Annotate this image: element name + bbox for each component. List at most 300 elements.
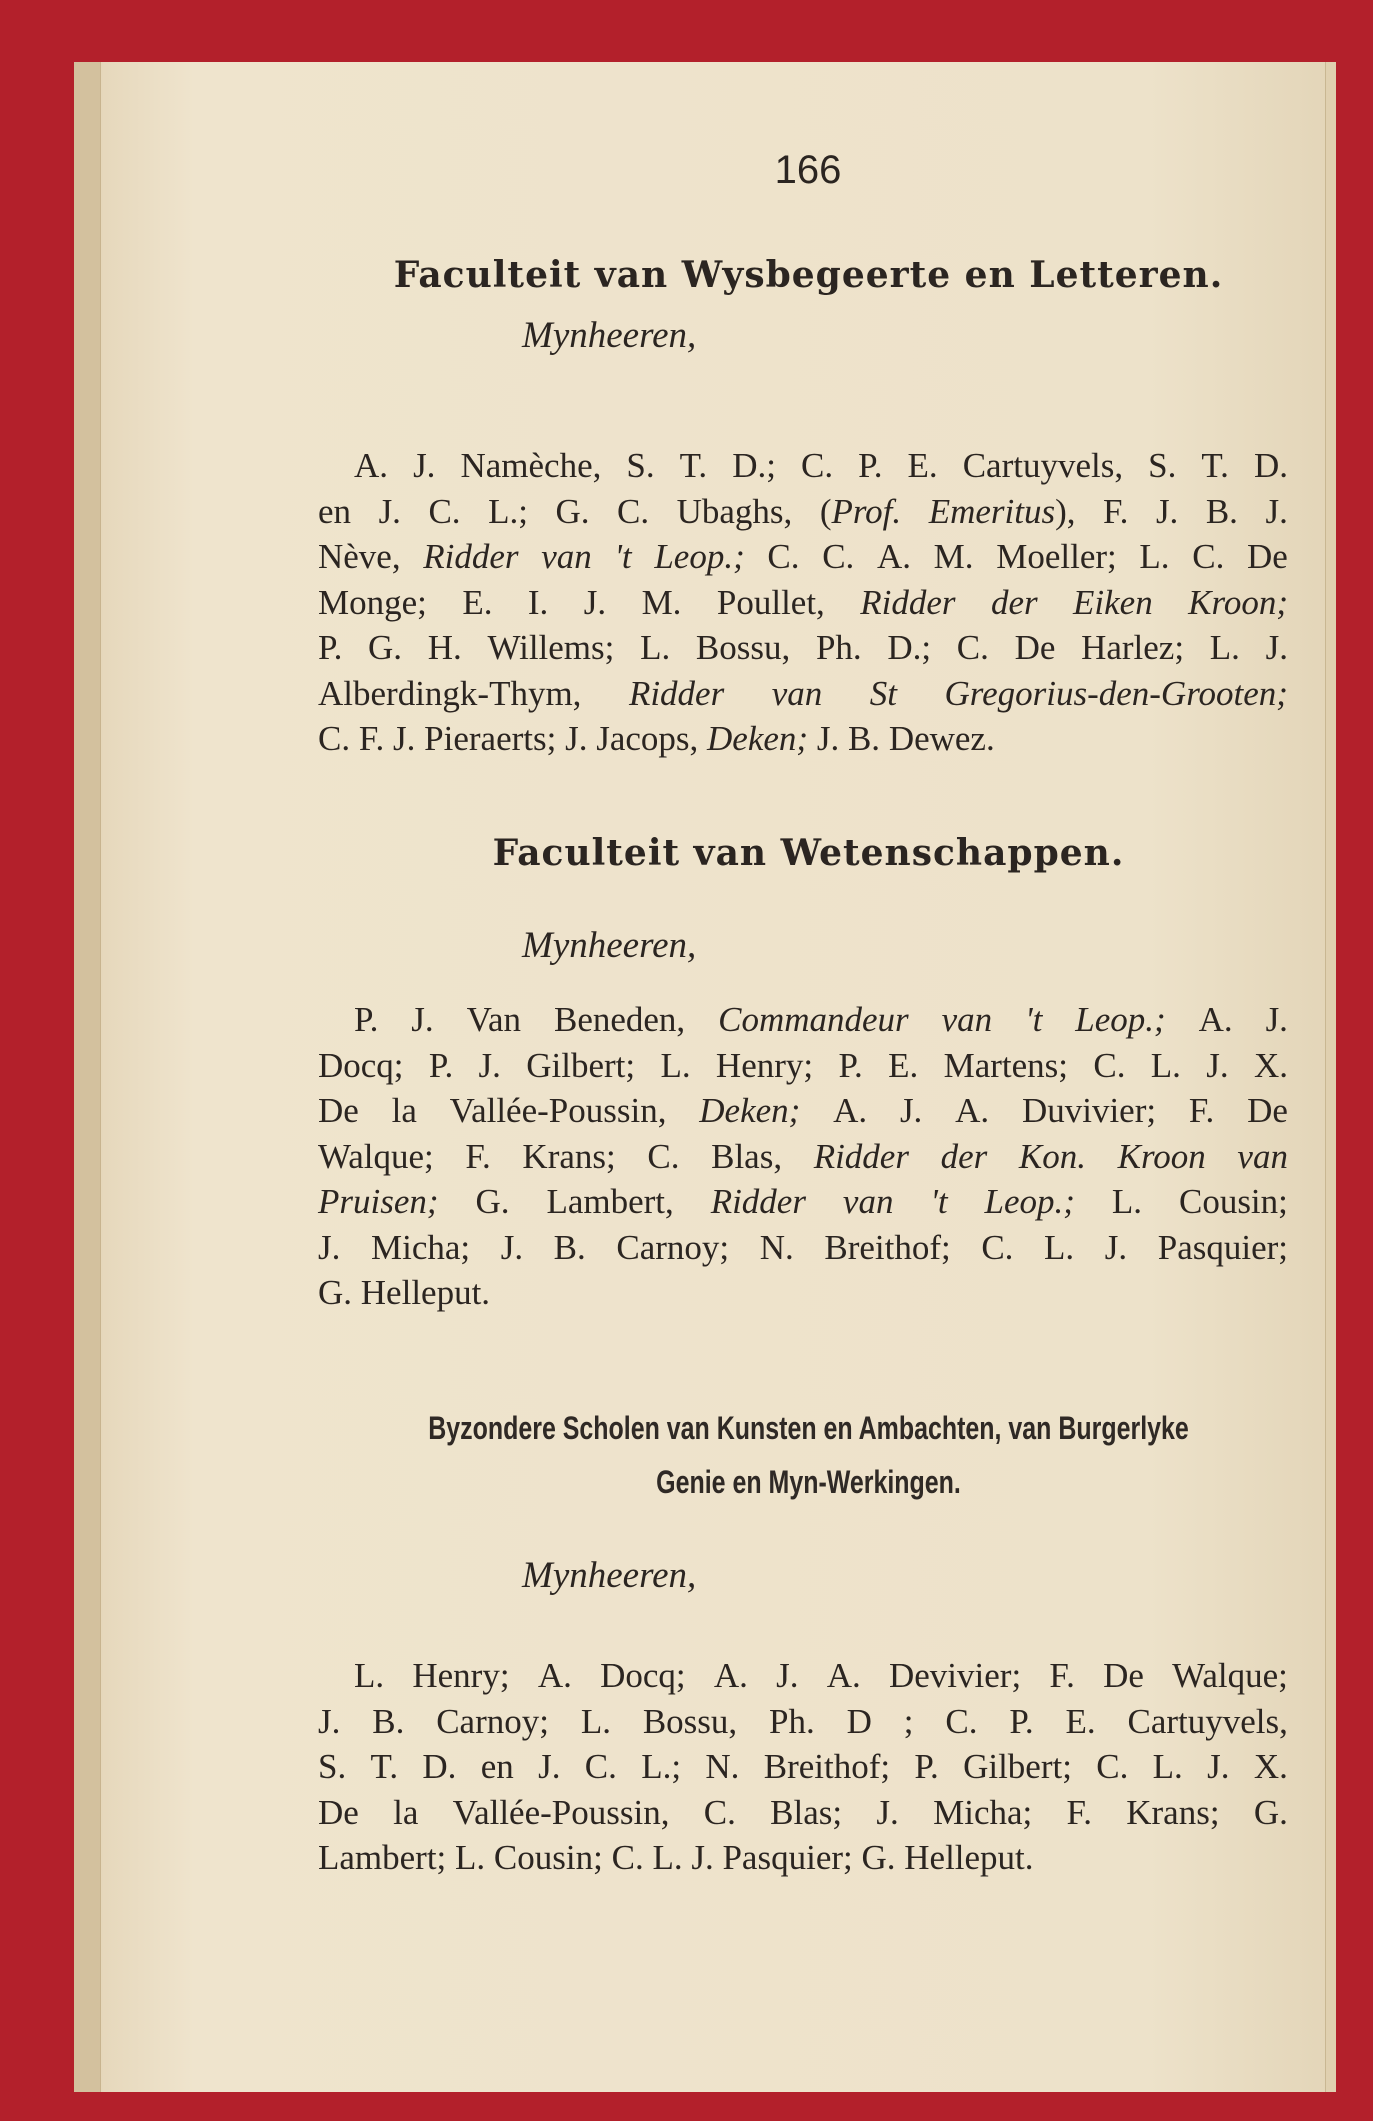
word <box>776 1656 798 1700</box>
italic-text: Eiken <box>1073 582 1153 622</box>
text: Devivier; <box>889 1656 1022 1695</box>
text: Alberdingk-Thym, <box>318 673 582 713</box>
word <box>827 1656 861 1700</box>
word <box>707 719 817 763</box>
text: C. <box>981 1227 1014 1267</box>
word <box>1265 492 1287 536</box>
text: X. <box>1253 1045 1288 1085</box>
word <box>889 1656 1021 1700</box>
word <box>392 1091 417 1135</box>
text: Lambert, <box>546 1182 674 1221</box>
word <box>1081 628 1184 672</box>
text-line <box>318 1702 1288 1746</box>
text: L. <box>660 1045 691 1085</box>
word <box>699 1091 800 1135</box>
text: L.; <box>641 1747 682 1786</box>
text: Lambert; <box>318 1838 447 1877</box>
word <box>717 583 825 627</box>
text: Krans; <box>522 1136 616 1176</box>
text: P. <box>858 446 883 485</box>
word <box>904 1838 1033 1882</box>
word <box>991 583 1038 627</box>
word <box>1206 492 1238 536</box>
word <box>584 583 606 627</box>
text: J. <box>816 719 840 758</box>
word <box>772 674 823 718</box>
word <box>371 1228 470 1272</box>
word <box>981 1228 1013 1272</box>
word <box>816 628 862 672</box>
page-number: 166 <box>774 148 842 192</box>
text: J. <box>478 1045 501 1085</box>
word <box>1067 1793 1092 1837</box>
word <box>640 628 670 672</box>
text: E. <box>907 446 938 485</box>
word <box>888 1046 918 1090</box>
word <box>714 1656 748 1700</box>
word <box>942 1000 993 1044</box>
text: P. <box>914 1747 939 1786</box>
word <box>361 1273 490 1317</box>
word <box>318 628 342 672</box>
word <box>1022 1091 1156 1135</box>
text: Duvivier; <box>1021 1091 1157 1130</box>
text: P. <box>354 1000 379 1039</box>
word <box>318 583 427 627</box>
italic-text: Leop.; <box>654 537 745 576</box>
text: Vallée-Poussin, <box>452 1792 670 1832</box>
text: Cousin; <box>1178 1182 1288 1221</box>
text: J. <box>876 1792 899 1832</box>
word <box>1075 1000 1165 1044</box>
word <box>479 1046 501 1090</box>
text: P. <box>318 628 343 667</box>
word <box>359 719 393 763</box>
word <box>760 1228 794 1272</box>
text-line <box>318 1838 1288 1882</box>
word <box>824 1228 950 1272</box>
text: J. <box>318 1227 341 1267</box>
text: M. <box>933 537 974 576</box>
word <box>422 1747 456 1791</box>
text: J. <box>500 1227 524 1267</box>
text: J. <box>393 719 416 758</box>
italic-text: van <box>842 1182 894 1221</box>
text: Carnoy; <box>616 1227 730 1267</box>
text: De <box>1247 537 1288 576</box>
text: F. <box>358 719 385 758</box>
word <box>460 446 601 490</box>
text: E. <box>462 582 493 622</box>
text: Poullet, <box>716 582 825 622</box>
text: Namèche, <box>460 446 602 485</box>
text: Cartuyvels, <box>962 446 1124 485</box>
word <box>318 537 401 581</box>
italic-text: Deken; <box>699 1091 801 1130</box>
text: Martens; <box>943 1045 1069 1085</box>
word <box>626 446 654 490</box>
word <box>1189 1091 1214 1135</box>
text: D. <box>1253 446 1288 485</box>
word <box>876 1793 898 1837</box>
text: Helleput. <box>904 1838 1034 1877</box>
word <box>1254 1793 1288 1837</box>
text: Micha; <box>933 1792 1033 1832</box>
text: L. <box>1150 1045 1181 1085</box>
italic-text: Commandeur <box>718 1000 909 1039</box>
word <box>475 1182 509 1226</box>
word <box>528 583 548 627</box>
text: Ph. <box>769 1701 815 1741</box>
italic-text: Ridder <box>423 537 519 576</box>
text: P. <box>838 1045 863 1085</box>
text: G. <box>368 628 403 667</box>
word <box>767 537 799 581</box>
text: S. <box>1148 446 1177 485</box>
word <box>465 1137 490 1181</box>
word <box>318 674 581 718</box>
text: A. <box>537 1656 572 1695</box>
greeting: Mynheeren, <box>522 315 697 356</box>
word <box>838 1046 862 1090</box>
word <box>393 1793 418 1837</box>
text: C. <box>703 1792 736 1832</box>
word <box>870 674 897 718</box>
word <box>944 674 1287 718</box>
text: S. <box>626 446 655 485</box>
text: L. <box>652 1838 683 1877</box>
word <box>1247 1091 1288 1135</box>
text: J. <box>899 1091 923 1130</box>
text: F. <box>1049 1656 1075 1695</box>
word <box>424 719 565 763</box>
text: E. <box>888 1045 919 1085</box>
word <box>555 492 589 536</box>
text: Vallée-Poussin, <box>449 1091 667 1130</box>
word <box>354 446 388 490</box>
word <box>1139 537 1169 581</box>
text: De <box>1247 1091 1288 1130</box>
text: L.; <box>488 491 528 531</box>
text: J. <box>318 1701 341 1741</box>
word <box>1151 1046 1181 1090</box>
text: A. <box>713 1656 748 1695</box>
word <box>858 446 882 490</box>
italic-text: Leop.; <box>1075 1000 1166 1039</box>
word <box>908 446 938 490</box>
text: J. <box>1265 1000 1288 1039</box>
word <box>600 1656 686 1700</box>
italic-text: Ridder <box>860 582 956 622</box>
italic-text: van <box>771 673 823 713</box>
text: B. <box>847 719 881 758</box>
word <box>769 1702 815 1746</box>
text: Blas, <box>711 1136 783 1176</box>
text: De <box>318 1091 359 1130</box>
word <box>1044 1228 1074 1272</box>
text: T. <box>1201 446 1229 485</box>
word <box>711 1137 782 1181</box>
word <box>1019 1137 1086 1181</box>
word <box>1073 583 1153 627</box>
text: F. <box>1188 1091 1215 1130</box>
text: S. <box>318 1747 347 1786</box>
italic-text: Ridder <box>628 673 725 713</box>
text: Henry; <box>715 1045 814 1085</box>
text: ( <box>819 491 832 531</box>
word <box>1015 628 1056 672</box>
word <box>436 1702 549 1746</box>
text: Docq; <box>318 1045 404 1085</box>
word <box>318 1793 359 1837</box>
word <box>1118 1137 1206 1181</box>
word <box>481 1747 514 1791</box>
text: B. <box>372 1701 405 1741</box>
text: Carnoy; <box>436 1701 549 1741</box>
text: Monge; <box>318 582 427 622</box>
text: L. <box>580 1701 611 1741</box>
text: J. <box>1104 1227 1128 1267</box>
text: C. <box>1093 1045 1126 1085</box>
word <box>488 492 528 536</box>
word <box>455 1838 494 1882</box>
word <box>900 1091 922 1135</box>
italic-text: Kroon; <box>1188 582 1288 622</box>
word <box>354 1000 378 1044</box>
word <box>705 1747 739 1791</box>
word <box>1199 1000 1233 1044</box>
text: C. <box>1192 537 1225 576</box>
text: C. <box>1096 1747 1129 1786</box>
text: C. <box>822 537 855 576</box>
word <box>429 1046 453 1090</box>
text: Bossu, <box>695 628 791 667</box>
word <box>985 1182 1075 1226</box>
italic-text: 't <box>1025 1000 1043 1039</box>
word <box>654 537 744 581</box>
italic-text: van <box>941 1000 993 1039</box>
text: De <box>1014 628 1056 667</box>
text: en <box>318 491 352 531</box>
text: A. <box>354 446 389 485</box>
word <box>764 1747 890 1791</box>
text: F. <box>1103 491 1129 531</box>
word <box>1192 537 1224 581</box>
text: J. <box>1155 491 1179 531</box>
text: C. <box>318 719 351 758</box>
word <box>817 719 848 763</box>
text: C. <box>617 491 650 531</box>
text: Ph. <box>815 628 862 667</box>
text: E. <box>1065 1701 1096 1741</box>
word <box>411 1000 433 1044</box>
word <box>393 719 424 763</box>
word <box>428 492 460 536</box>
text: J. <box>413 446 436 485</box>
word <box>652 1838 691 1882</box>
word <box>770 1793 842 1837</box>
word <box>1201 446 1229 490</box>
italic-text: 't <box>930 1182 948 1221</box>
word <box>814 1137 909 1181</box>
word <box>843 1182 894 1226</box>
word <box>945 1702 977 1746</box>
text-line <box>354 1656 1288 1700</box>
text: T. <box>679 446 708 485</box>
section-heading: Faculteit van Wysbegeerte en Letteren. <box>393 254 1224 296</box>
word <box>318 1046 404 1090</box>
text: C. <box>945 1701 978 1741</box>
text: Docq; <box>600 1656 686 1695</box>
word <box>944 1046 1068 1090</box>
text: Walque; <box>318 1136 434 1176</box>
word <box>368 628 402 672</box>
text: Breithof; <box>824 1227 951 1267</box>
text: L. <box>1152 1747 1183 1786</box>
word <box>647 1137 679 1181</box>
word <box>318 492 351 536</box>
text: Pieraerts; <box>424 719 557 758</box>
word <box>1206 1046 1228 1090</box>
word <box>538 1656 572 1700</box>
word <box>930 1182 947 1226</box>
text: M. <box>641 582 682 622</box>
word <box>318 1747 346 1791</box>
text: J. <box>776 1656 799 1695</box>
text: Pasquier; <box>1157 1227 1288 1267</box>
greeting: Mynheeren, <box>522 1555 697 1596</box>
text: G. <box>475 1182 510 1221</box>
text: L. <box>1209 628 1240 667</box>
word <box>847 1702 872 1746</box>
word <box>848 719 889 763</box>
section-heading: Faculteit van Wetenschappen. <box>492 832 1125 874</box>
text: H. <box>427 628 462 667</box>
italic-text: St <box>869 673 897 713</box>
word <box>822 537 854 581</box>
text-line <box>318 1091 1288 1135</box>
word <box>996 537 1117 581</box>
word <box>718 1000 909 1044</box>
text: A. <box>826 1656 861 1695</box>
word <box>641 1747 681 1791</box>
text-line <box>318 719 1288 763</box>
text: Nève, <box>318 537 401 576</box>
word <box>450 1091 667 1135</box>
section-heading: Genie en Myn-Werkingen. <box>656 1464 961 1500</box>
word <box>423 537 518 581</box>
word <box>1009 1702 1033 1746</box>
page-gutter <box>74 62 101 2092</box>
word <box>585 1747 617 1791</box>
section-heading: Byzondere Scholen van Kunsten en Ambachten, van Burgerlyke <box>428 1410 1189 1446</box>
text: la <box>393 1792 419 1832</box>
text-line <box>318 1228 1288 1272</box>
word <box>629 674 724 718</box>
word <box>318 1702 340 1746</box>
word <box>1148 446 1176 490</box>
text: A. <box>876 537 911 576</box>
text-line <box>318 1273 1288 1317</box>
word <box>801 446 833 490</box>
text-line <box>318 492 1288 536</box>
word <box>453 1793 670 1837</box>
italic-text: van <box>1237 1136 1288 1176</box>
word <box>696 628 790 672</box>
text: G. <box>861 1838 896 1877</box>
text: A. <box>833 1091 868 1130</box>
word <box>914 1747 938 1791</box>
italic-text: van <box>541 537 592 576</box>
word <box>596 719 707 763</box>
text: Breithof; <box>763 1747 891 1786</box>
word <box>955 1091 989 1135</box>
word <box>614 537 631 581</box>
word <box>722 1838 861 1882</box>
text: Walque; <box>1172 1656 1288 1695</box>
text: C. <box>584 1747 617 1786</box>
text: Jacops, <box>596 719 699 758</box>
word <box>904 1702 914 1746</box>
text-line <box>318 628 1288 672</box>
text: N. <box>705 1747 740 1786</box>
word <box>1247 537 1288 581</box>
word <box>1103 492 1128 536</box>
word <box>538 1747 560 1791</box>
text: C. <box>956 628 989 667</box>
text: Helleput. <box>360 1273 491 1312</box>
word <box>546 1182 673 1226</box>
text-line <box>318 1046 1288 1090</box>
text: L. <box>455 1838 486 1877</box>
text: P. <box>1009 1701 1034 1741</box>
word <box>494 1838 612 1882</box>
word <box>1156 492 1178 536</box>
word <box>1179 1182 1288 1226</box>
word <box>617 492 649 536</box>
word <box>1207 1747 1229 1791</box>
text: Blas; <box>770 1792 843 1832</box>
word <box>1172 1656 1288 1700</box>
text: A. <box>955 1091 990 1130</box>
text-line <box>354 446 1288 490</box>
text: C. <box>611 1838 644 1877</box>
text: Cousin; <box>493 1838 603 1877</box>
text: Bossu, <box>642 1701 738 1741</box>
word <box>934 537 974 581</box>
word <box>467 1000 521 1044</box>
word <box>501 1228 523 1272</box>
word <box>861 1838 904 1882</box>
text: X. <box>1253 1747 1288 1786</box>
word <box>660 1046 690 1090</box>
word <box>1066 1702 1096 1746</box>
word <box>1103 1656 1144 1700</box>
text: J. <box>378 491 401 531</box>
word <box>1266 628 1288 672</box>
text: Henry; <box>412 1656 510 1695</box>
word <box>1153 1747 1183 1791</box>
word <box>963 446 1123 490</box>
text: I. <box>527 582 549 622</box>
italic-text: Ridder <box>710 1182 806 1221</box>
word <box>1049 1656 1074 1700</box>
word <box>1128 1702 1288 1746</box>
word <box>1254 446 1288 490</box>
word <box>1096 1747 1128 1791</box>
italic-text: Pruisen; <box>318 1182 439 1221</box>
word <box>677 492 793 536</box>
